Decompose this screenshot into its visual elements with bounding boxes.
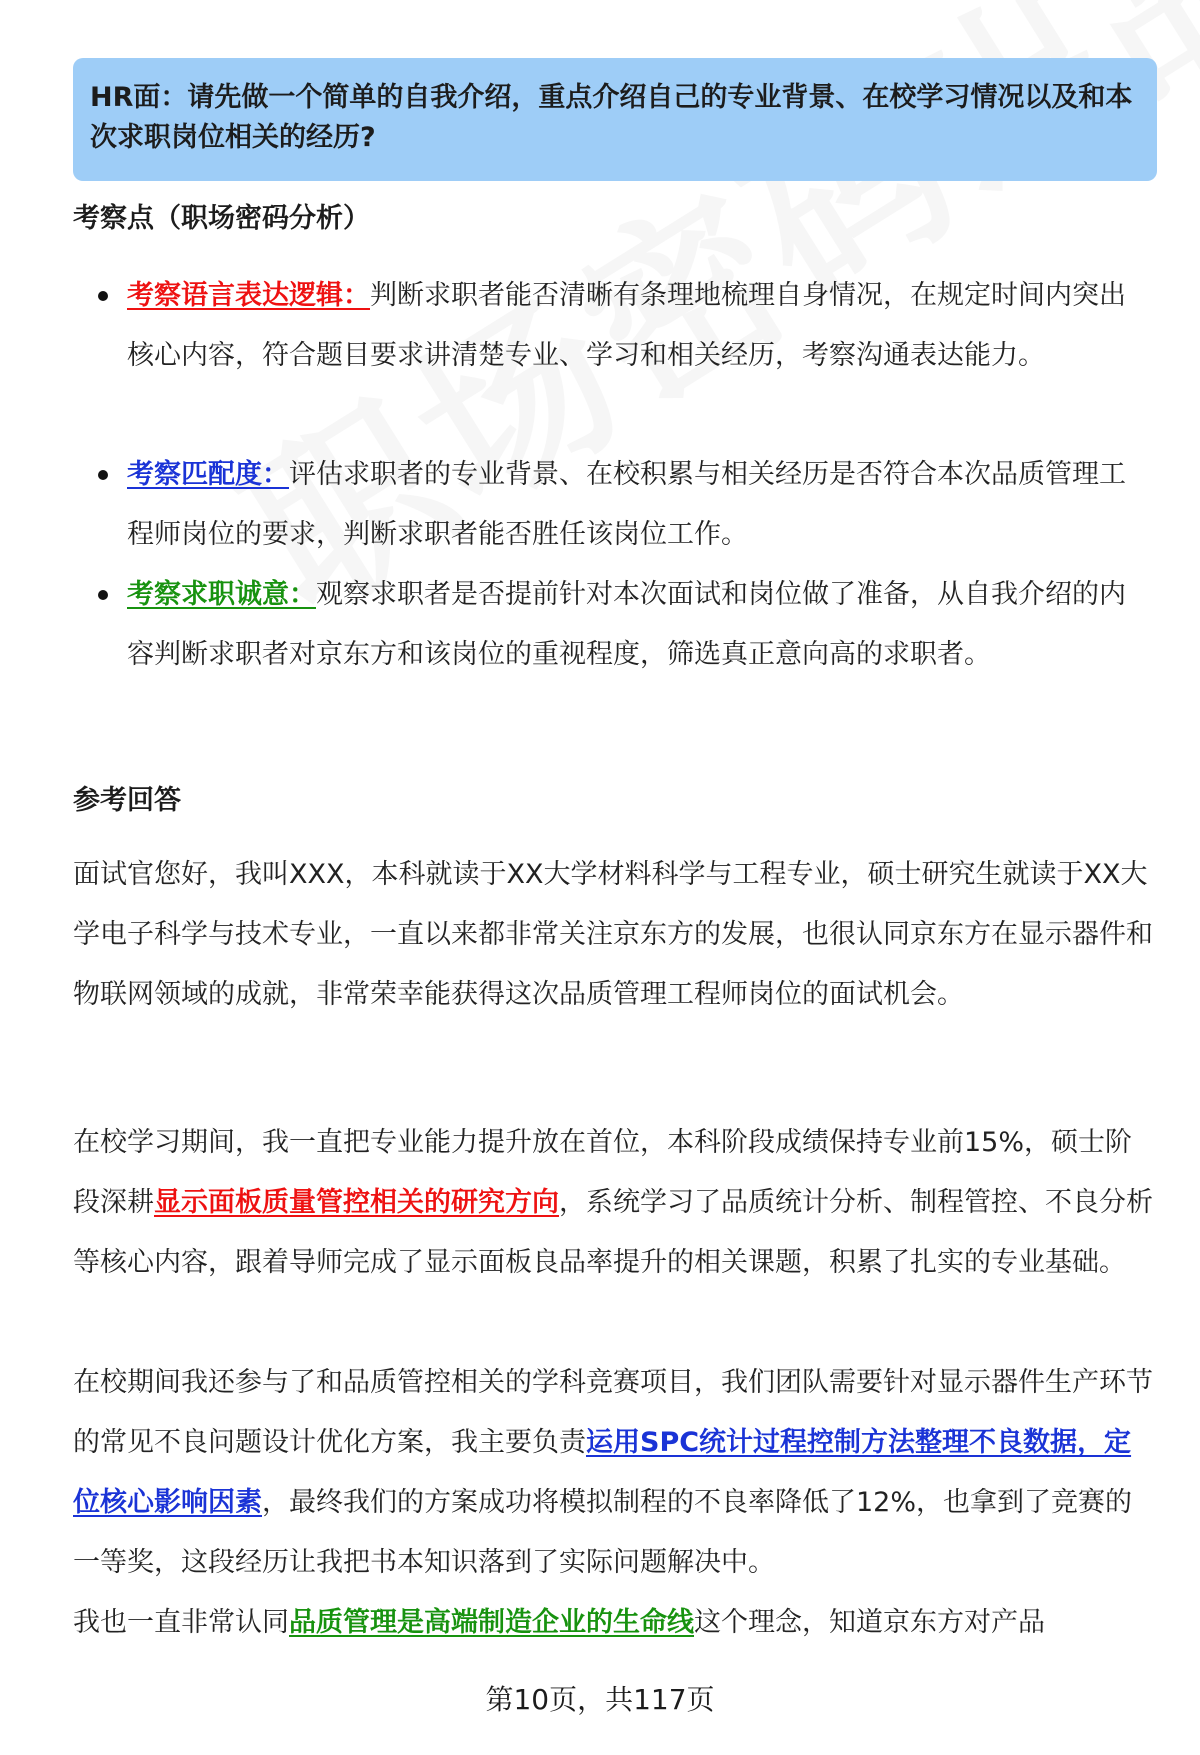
point-item: [127, 565, 1147, 685]
point-label: 考察匹配度：: [127, 459, 289, 490]
section-title-analysis: 考察点（职场密码分析）: [73, 203, 370, 234]
paragraph-text: ，系统学习了品质统计分析、制程管控、不良分析等核心内容，跟着导师完成了显示面板良品率提升的相关课题，积累了扎实的专业基础。: [73, 1187, 1153, 1278]
highlight-text: 运用SPC统计过程控制方法整理不良数据，定位核心影响因素: [73, 1427, 1132, 1518]
highlight-text: 显示面板质量管控相关的研究方向: [154, 1187, 559, 1218]
highlight-text: 品质管理是高端制造企业的生命线: [289, 1607, 694, 1638]
point-text: 观察求职者是否提前针对本次面试和岗位做了准备，从自我介绍的内容判断求职者对京东方和该岗位的重视程度，筛选真正意向高的求职者。: [127, 579, 1126, 670]
point-item: [127, 266, 1147, 386]
answer-paragraph: [73, 1593, 1158, 1653]
paragraph-text: ，最终我们的方案成功将模拟制程的不良率降低了12%，也拿到了竞赛的一等奖，这段经历让我把书本知识落到了实际问题解决中。: [73, 1487, 1133, 1578]
point-item: [127, 445, 1147, 565]
paragraph-text: 在校期间我还参与了和品质管控相关的学科竞赛项目，我们团队需要针对显示器件生产环节的常见不良问题设计优化方案，我主要负责: [73, 1367, 1153, 1458]
bullet-dot: [98, 291, 108, 301]
point-text: 评估求职者的专业背景、在校积累与相关经历是否符合本次品质管理工程师岗位的要求，判断求职者能否胜任该岗位工作。: [127, 459, 1126, 550]
point-label: 考察求职诚意：: [127, 579, 316, 610]
paragraph-text: 这个理念，知道京东方对产品: [694, 1607, 1045, 1638]
page-number: 第10页，共117页: [485, 1683, 715, 1716]
question-text: HR面：请先做一个简单的自我介绍，重点介绍自己的专业背景、在校学习情况以及和本次求职岗位相关的经历?: [90, 82, 1133, 153]
point-label: 考察语言表达逻辑：: [127, 280, 370, 311]
bullet-dot: [98, 470, 108, 480]
paragraph-text: 我也一直非常认同: [73, 1607, 289, 1638]
point-text: 判断求职者能否清晰有条理地梳理自身情况，在规定时间内突出核心内容，符合题目要求讲清楚专业、学习和相关经历，考察沟通表达能力。: [127, 280, 1126, 371]
answer-paragraph: [73, 1113, 1158, 1293]
answer-paragraph: 面试官您好，我叫XXX，本科就读于XX大学材料科学与工程专业，硕士研究生就读于XX大学电子科学与技术专业，一直以来都非常关注京东方的发展，也很认同京东方在显示器件和物联网领域的成就，非常荣幸能获得这次品质管理工程师岗位的面试机会。: [73, 859, 1153, 1010]
question-box: [73, 58, 1157, 181]
section-title-answer: 参考回答: [73, 785, 181, 816]
answer-paragraph: [73, 1353, 1158, 1593]
paragraph-text: 在校学习期间，我一直把专业能力提升放在首位，本科阶段成绩保持专业前15%，硕士阶段深耕: [73, 1127, 1133, 1218]
bullet-dot: [98, 590, 108, 600]
